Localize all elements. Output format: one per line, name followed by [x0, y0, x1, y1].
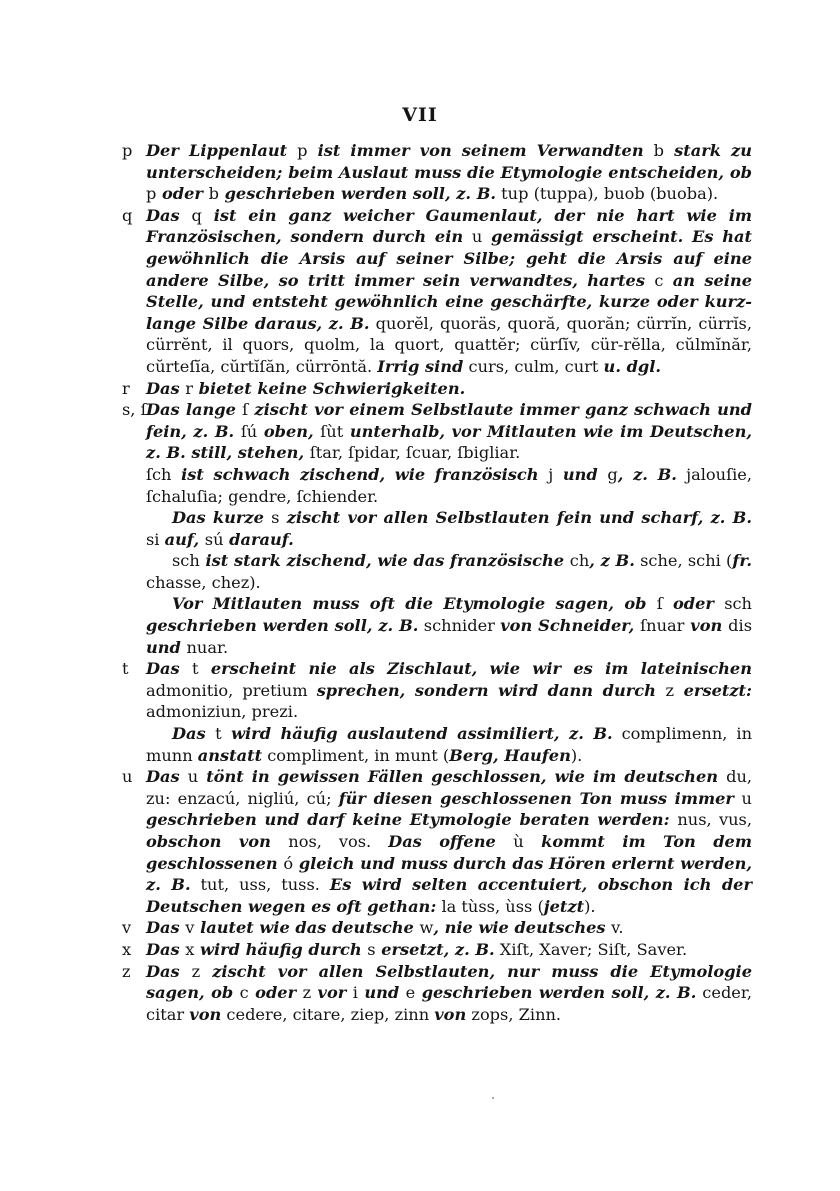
explanation-text: zischt vor einem Selbstlaute immer ganz schwach und fein, z. B. [146, 400, 752, 441]
example-text: ſch [146, 464, 172, 484]
explanation-text: zischt vor allen Selbstlauten fein und scharf, z. B. [279, 508, 752, 528]
explanation-text: Vor Mitlauten muss oft die Etymologie sagen, ob [172, 594, 657, 614]
example-text: r [185, 378, 194, 398]
explanation-text: von [434, 1004, 467, 1024]
entry-letter: z [122, 961, 131, 981]
example-text: ſ [242, 400, 249, 420]
example-text: ſnuar [640, 616, 685, 636]
paper-speck [492, 1097, 494, 1099]
explanation-text: an seine Stelle, und entsteht gewöhnlich eine geschärfte, kurze oder kurz-lange Silbe daraus, z. B. [146, 270, 752, 333]
example-text: u [741, 788, 752, 808]
example-text: t [215, 724, 222, 744]
explanation-text: ersetzt: [674, 680, 752, 700]
entry-text [146, 140, 752, 205]
example-text: u [187, 767, 199, 787]
explanation-text: jetzt [543, 896, 585, 916]
explanation-text: von [684, 616, 729, 636]
explanation-text: Das [146, 961, 192, 981]
entry-letter: r [122, 378, 130, 398]
example-text: compliment, in munt ( [262, 745, 450, 765]
explanation-text: geschrieben werden soll, z. B. [415, 983, 697, 1003]
explanation-text: ist stark zischend, wie das französische [199, 551, 570, 571]
entry-paragraph [146, 378, 752, 400]
entry-text [146, 939, 752, 961]
entry [122, 961, 752, 1026]
example-text: c [654, 270, 664, 290]
example-text: admonitio, pretium [146, 680, 317, 700]
entry-text [146, 378, 752, 400]
example-text: v [185, 918, 195, 938]
explanation-text: wird häufig durch [194, 939, 368, 959]
example-text: ch [569, 551, 590, 571]
example-text: sch [172, 551, 200, 571]
explanation-text: darauf. [223, 529, 294, 549]
example-text: z [665, 680, 675, 700]
example-text: nus, vus, [677, 810, 752, 830]
entry [122, 140, 752, 205]
explanation-text: oder [156, 184, 209, 204]
entry-letter: q [122, 205, 133, 225]
example-text: ſtar, ſpidar, ſcuar, ſbigliar. [309, 443, 521, 463]
explanation-text: auf, [164, 529, 205, 549]
example-text: s [271, 508, 280, 528]
entry-paragraph [146, 593, 752, 658]
explanation-text: sprechen, sondern wird dann durch [316, 680, 666, 700]
explanation-text: fr. [732, 551, 752, 571]
explanation-text: bietet keine Schwierigkeiten. [193, 378, 466, 398]
entry-text [146, 658, 752, 766]
example-text: ceder, citar [146, 983, 752, 1024]
explanation-text: für diesen geschlossenen Ton muss immer [338, 788, 742, 808]
explanation-text: obschon von [146, 832, 289, 851]
explanation-text: Das offene [388, 832, 514, 851]
explanation-text: Das lange [146, 400, 243, 420]
example-text: nos, vos. [288, 832, 389, 851]
example-text: u [471, 227, 483, 247]
explanation-text: u. dgl. [603, 356, 662, 376]
example-text: chasse, chez). [146, 572, 261, 592]
example-text: admoniziun, prezi. [146, 702, 299, 722]
entry [122, 766, 752, 917]
explanation-text: , z. B. [617, 464, 677, 484]
explanation-text: geschrieben und darf keine Etymologie beraten werden: [146, 810, 678, 830]
entry-paragraph [146, 658, 752, 723]
example-text: v. [611, 918, 624, 938]
example-text: curs, culm, curt [463, 356, 604, 376]
page-number: VII [402, 104, 438, 126]
pronunciation-entries [122, 140, 752, 1025]
example-text: zops, Zinn. [466, 1004, 562, 1024]
explanation-text: Das [172, 724, 216, 744]
example-text: c [239, 983, 249, 1003]
example-text: z [302, 983, 312, 1003]
entry [122, 205, 752, 378]
explanation-text: Der Lippenlaut [146, 141, 298, 160]
explanation-text: unterhalb, vor Mitlauten wie im Deutschen, z. B. still, stehen, [146, 421, 752, 463]
explanation-text: geschrieben werden soll, z. B. [146, 616, 419, 636]
explanation-text: ersetzt, z. B. [375, 939, 495, 959]
example-text: g [607, 464, 618, 484]
example-text: sú [204, 529, 224, 549]
explanation-text: vor [311, 983, 353, 1003]
entry-text [146, 917, 752, 939]
example-text: ù [513, 832, 524, 851]
entry-paragraph [146, 766, 752, 917]
example-text: complimenn, in munn [146, 724, 752, 765]
entry-letter: x [122, 939, 132, 959]
example-text: b [653, 141, 665, 160]
explanation-text: erscheint nie als Zischlaut, wie wir es im lateinischen [198, 659, 752, 679]
explanation-text: ist immer von seinem Verwandten [307, 141, 654, 160]
explanation-text: ist ein ganz weicher Gaumenlaut, der nie hart wie im Französischen, sondern durch ein [146, 205, 752, 247]
explanation-text: Es wird selten accentuiert, obschon ich der Deutschen wegen es oft gethan: [146, 875, 752, 916]
explanation-text: und [357, 983, 406, 1003]
explanation-text: , nie wie deutsches [433, 918, 612, 938]
example-text: x [185, 939, 195, 959]
explanation-text: Das [146, 659, 192, 679]
entry [122, 917, 752, 939]
explanation-text: Das [146, 918, 186, 938]
explanation-text: ist schwach zischend, wie französisch [171, 464, 549, 484]
example-text: la tùss, ùss ( [436, 896, 544, 916]
example-text: i [352, 983, 358, 1003]
example-text: p [297, 141, 308, 160]
example-text: ſ [656, 594, 663, 614]
entry [122, 399, 752, 658]
explanation-text: Irrig sind [377, 356, 464, 376]
example-text: s [367, 939, 376, 959]
explanation-text: von Schneider, [500, 616, 641, 636]
entry-letter: t [122, 659, 129, 679]
entry-paragraph [146, 205, 752, 378]
example-text: j [548, 464, 554, 484]
entry-paragraph [146, 917, 752, 939]
explanation-text: oder [662, 594, 725, 614]
entry-paragraph [146, 550, 752, 593]
example-text: schnider [418, 616, 501, 636]
explanation-text: Das [146, 205, 192, 225]
explanation-text: lautet wie das deutsche [194, 918, 420, 938]
explanation-text: tönt in gewissen Fällen geschlossen, wie im deutschen [198, 767, 727, 787]
example-text: z [191, 961, 201, 981]
example-text: du, zu: enzacú, nigliú, cú; [146, 767, 753, 808]
example-text: ó [283, 853, 294, 873]
entry-paragraph [146, 723, 752, 766]
entry-paragraph [146, 464, 752, 507]
example-text: w [419, 918, 434, 938]
explanation-text: stark zu unterscheiden; beim Auslaut muss die Etymologie entscheiden, ob [146, 141, 752, 182]
entry-paragraph [146, 140, 752, 205]
entry [122, 378, 752, 400]
explanation-text: gemässigt erscheint. Es hat gewöhnlich die Arsis auf seiner Silbe; geht die Arsis auf eine andere Silbe, so tritt immer sein verwandtes, hartes [146, 227, 752, 290]
example-text: e [405, 983, 416, 1003]
entry-paragraph [146, 961, 752, 1026]
example-text: ). [584, 896, 596, 916]
example-text: q [191, 205, 202, 225]
example-text: t [191, 659, 199, 679]
explanation-text: Das [146, 939, 186, 959]
example-text: sche, schi ( [634, 551, 733, 571]
explanation-text: Berg, Haufen [449, 745, 571, 765]
explanation-text: oder [248, 983, 303, 1003]
entry-letter: u [122, 767, 133, 787]
example-text: ). [570, 745, 583, 765]
explanation-text: Das [146, 767, 188, 787]
entry [122, 939, 752, 961]
example-text: tup (tuppa), buob (buoba). [496, 184, 719, 204]
entry-text [146, 399, 752, 658]
explanation-text: Das kurze [172, 508, 272, 528]
explanation-text: und [146, 637, 187, 657]
explanation-text: Das [146, 378, 186, 398]
entry-text [146, 766, 752, 917]
entry-paragraph [146, 399, 752, 464]
explanation-text: gleich und muss durch das Hören erlernt werden, z. B. [146, 853, 752, 895]
entry-paragraph [146, 939, 752, 961]
entry-paragraph [146, 507, 752, 550]
example-text: si [146, 529, 165, 549]
example-text: quorĕl, quoräs, quoră, quorăn; cürrĭn, cürrĭs, cürrĕnt, il quors, quolm, la quort, quattĕr; cürſĭv, cür-rĕlla, cŭlmĭnăr, cŭrteſĭa, cŭrtĭſăn, cürrōntă. [146, 313, 752, 376]
example-text: ſú [240, 421, 258, 441]
entry-text [146, 205, 752, 378]
explanation-text: wird häufig auslautend assimiliert, z. B. [221, 724, 613, 744]
example-text: nuar. [186, 637, 229, 657]
entry [122, 658, 752, 766]
entry-letter: s, ſ [122, 400, 147, 420]
example-text: ſùt [320, 421, 344, 441]
example-text: Xiſt, Xaver; Siſt, Saver. [494, 939, 688, 959]
explanation-text: anstatt [197, 745, 263, 765]
entry-letter: v [122, 918, 132, 938]
example-text: dis [728, 616, 753, 636]
example-text: tut, uss, tuss. [190, 875, 330, 895]
example-text: jalouſie, ſchaluſia; gendre, ſchiender. [146, 464, 752, 506]
explanation-text: kommt im Ton dem geschlossenen [146, 832, 752, 873]
example-text: b [208, 184, 219, 204]
example-text: p [146, 184, 157, 204]
entry-text [146, 961, 752, 1026]
example-text: cedere, citare, ziep, zinn [221, 1004, 435, 1024]
explanation-text: geschrieben werden soll, z. B. [218, 184, 497, 204]
example-text: sch [724, 594, 752, 614]
explanation-text: oben, [257, 421, 321, 441]
explanation-text: , z B. [589, 551, 635, 571]
explanation-text: und [553, 464, 608, 484]
explanation-text: zischt vor allen Selbstlauten, nur muss die Etymologie sagen, ob [146, 961, 752, 1003]
explanation-text: von [189, 1004, 222, 1024]
entry-letter: p [122, 141, 133, 160]
